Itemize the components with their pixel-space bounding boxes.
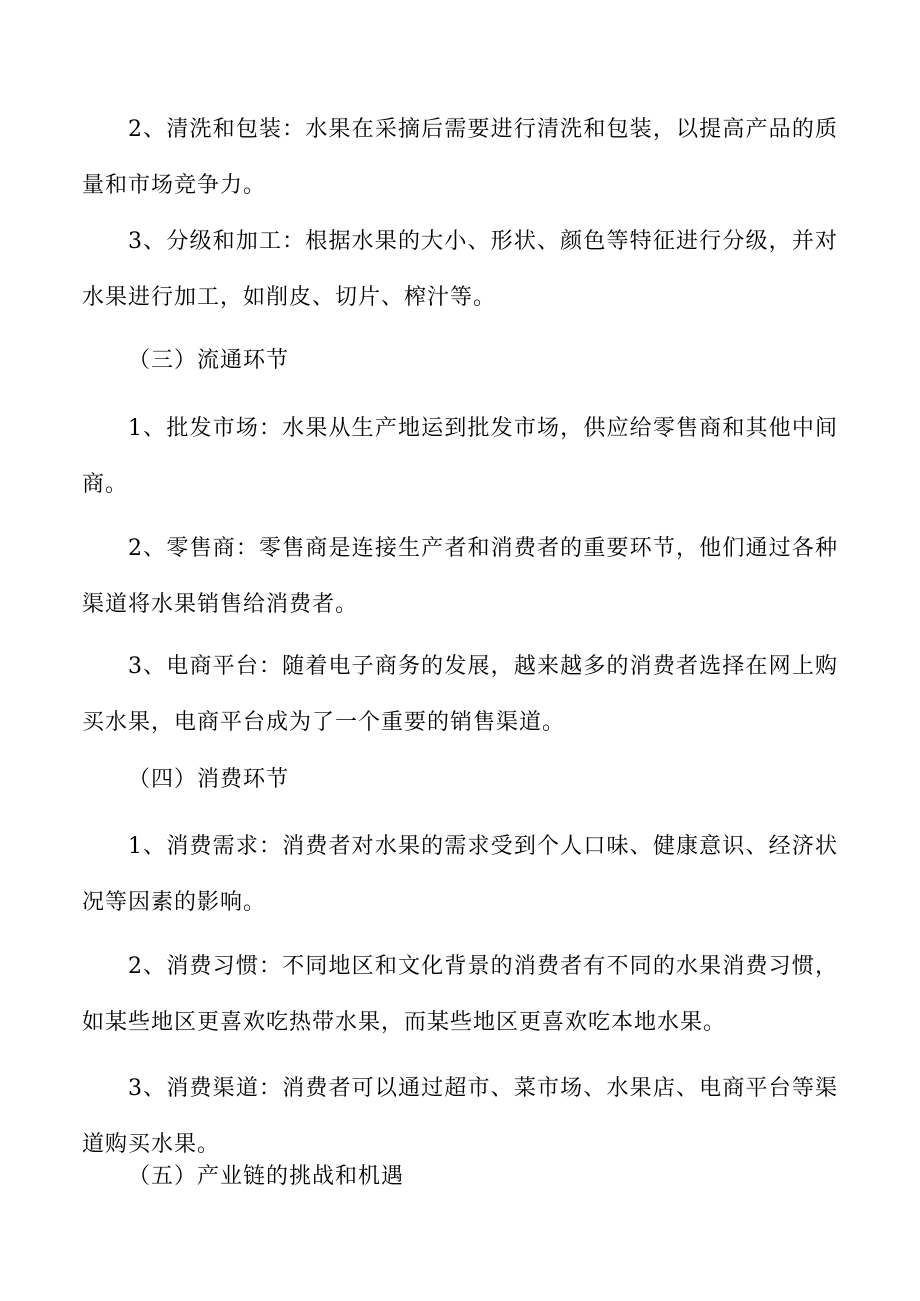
- section-heading-circulation: （三）流通环节: [128, 348, 290, 373]
- section-heading-challenges-opportunities: （五）产业链的挑战和机遇: [128, 1164, 405, 1189]
- paragraph-consumer-demand: 1、消费需求：消费者对水果的需求受到个人口味、健康意识、经济状况等因素的影响。: [82, 834, 838, 915]
- paragraph-retailers: 2、零售商：零售商是连接生产者和消费者的重要环节，他们通过各种渠道将水果销售给消费者。: [82, 536, 838, 617]
- paragraph-cleaning-packaging: 2、清洗和包装：水果在采摘后需要进行清洗和包装，以提高产品的质量和市场竞争力。: [82, 117, 838, 198]
- paragraph-consumer-channels: 3、消费渠道：消费者可以通过超市、菜市场、水果店、电商平台等渠道购买水果。: [82, 1076, 838, 1157]
- section-heading-consumption: （四）消费环节: [128, 767, 290, 792]
- paragraph-consumer-habits: 2、消费习惯：不同地区和文化背景的消费者有不同的水果消费习惯，如某些地区更喜欢吃热带水果，而某些地区更喜欢吃本地水果。: [82, 954, 838, 1035]
- paragraph-wholesale-market: 1、批发市场：水果从生产地运到批发市场，供应给零售商和其他中间商。: [82, 416, 838, 497]
- paragraph-grading-processing: 3、分级和加工：根据水果的大小、形状、颜色等特征进行分级，并对水果进行加工，如削皮、切片、榨汁等。: [82, 229, 838, 310]
- paragraph-ecommerce-platform: 3、电商平台：随着电子商务的发展，越来越多的消费者选择在网上购买水果，电商平台成为了一个重要的销售渠道。: [82, 654, 838, 735]
